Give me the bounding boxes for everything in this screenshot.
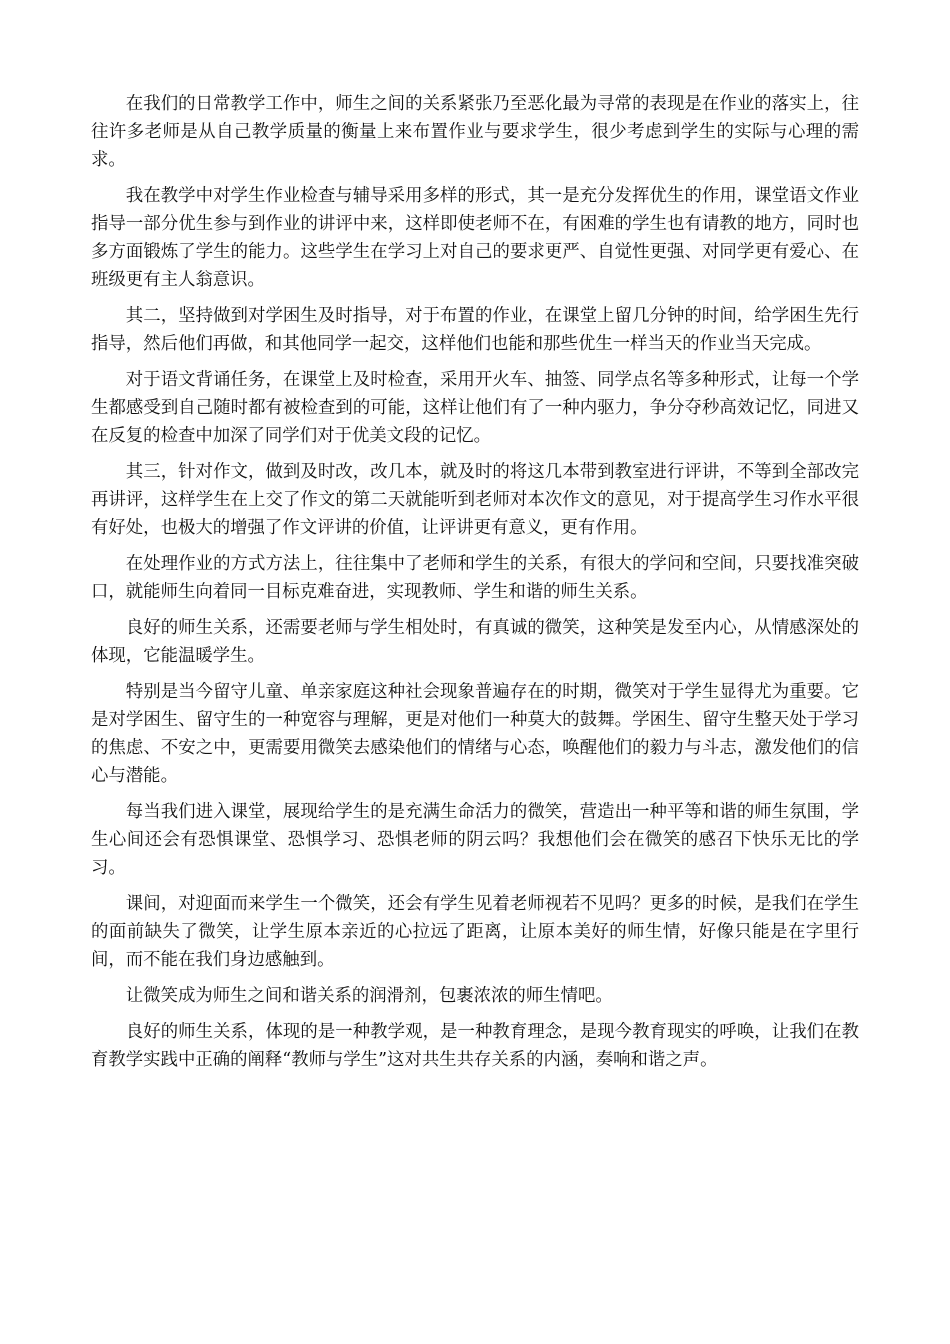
paragraph: 特别是当今留守儿童、单亲家庭这种社会现象普遍存在的时期，微笑对于学生显得尤为重要。它是对学困生、留守生的一种宽容与理解，更是对他们一种莫大的鼓舞。学困生、留守生整天处于学习的焦虑、不安之中，更需要用微笑去感染他们的情绪与心态，唤醒他们的毅力与斗志，激发他们的信心与潜能。 [91, 682, 859, 786]
paragraph: 每当我们进入课堂，展现给学生的是充满生命活力的微笑，营造出一种平等和谐的师生氛围，学生心间还会有恐惧课堂、恐惧学习、恐惧老师的阴云吗？我想他们会在微笑的感召下快乐无比的学习。 [91, 802, 859, 878]
paragraph: 其三，针对作文，做到及时改，改几本，就及时的将这几本带到教室进行评讲，不等到全部改完再讲评，这样学生在上交了作文的第二天就能听到老师对本次作文的意见，对于提高学生习作水平很有好处，也极大的增强了作文评讲的价值，让评讲更有意义，更有作用。 [91, 462, 859, 538]
paragraph: 对于语文背诵任务，在课堂上及时检查，采用开火车、抽签、同学点名等多种形式，让每一个学生都感受到自己随时都有被检查到的可能，这样让他们有了一种内驱力，争分夺秒高效记忆，同进又在反复的检查中加深了同学们对于优美文段的记忆。 [91, 370, 859, 446]
paragraph: 良好的师生关系，体现的是一种教学观，是一种教育理念，是现今教育现实的呼唤，让我们在教育教学实践中正确的阐释“教师与学生”这对共生共存关系的内涵，奏响和谐之声。 [91, 1022, 859, 1070]
paragraph: 其二，坚持做到对学困生及时指导，对于布置的作业，在课堂上留几分钟的时间，给学困生先行指导，然后他们再做，和其他同学一起交，这样他们也能和那些优生一样当天的作业当天完成。 [91, 306, 859, 354]
paragraph: 让微笑成为师生之间和谐关系的润滑剂，包裹浓浓的师生情吧。 [125, 986, 613, 1006]
paragraph: 良好的师生关系，还需要老师与学生相处时，有真诚的微笑，这种笑是发至内心，从情感深处的体现，它能温暖学生。 [91, 618, 859, 666]
paragraph: 我在教学中对学生作业检查与辅导采用多样的形式，其一是充分发挥优生的作用，课堂语文作业指导一部分优生参与到作业的讲评中来，这样即使老师不在，有困难的学生也有请教的地方，同时也多方面锻炼了学生的能力。这些学生在学习上对自己的要求更严、自觉性更强、对同学更有爱心、在班级更有主人翁意识。 [91, 186, 859, 290]
paragraph: 在我们的日常教学工作中，师生之间的关系紧张乃至恶化最为寻常的表现是在作业的落实上，往往许多老师是从自己教学质量的衡量上来布置作业与要求学生，很少考虑到学生的实际与心理的需求。 [91, 94, 859, 170]
document-body [91, 90, 859, 1082]
paragraph: 课间，对迎面而来学生一个微笑，还会有学生见着老师视若不见吗？更多的时候，是我们在学生的面前缺失了微笑，让学生原本亲近的心拉远了距离，让原本美好的师生情，好像只能是在字里行间，而不能在我们身边感触到。 [91, 894, 859, 970]
paragraph: 在处理作业的方式方法上，往往集中了老师和学生的关系，有很大的学问和空间，只要找准突破口，就能师生向着同一目标克难奋进，实现教师、学生和谐的师生关系。 [91, 554, 859, 602]
